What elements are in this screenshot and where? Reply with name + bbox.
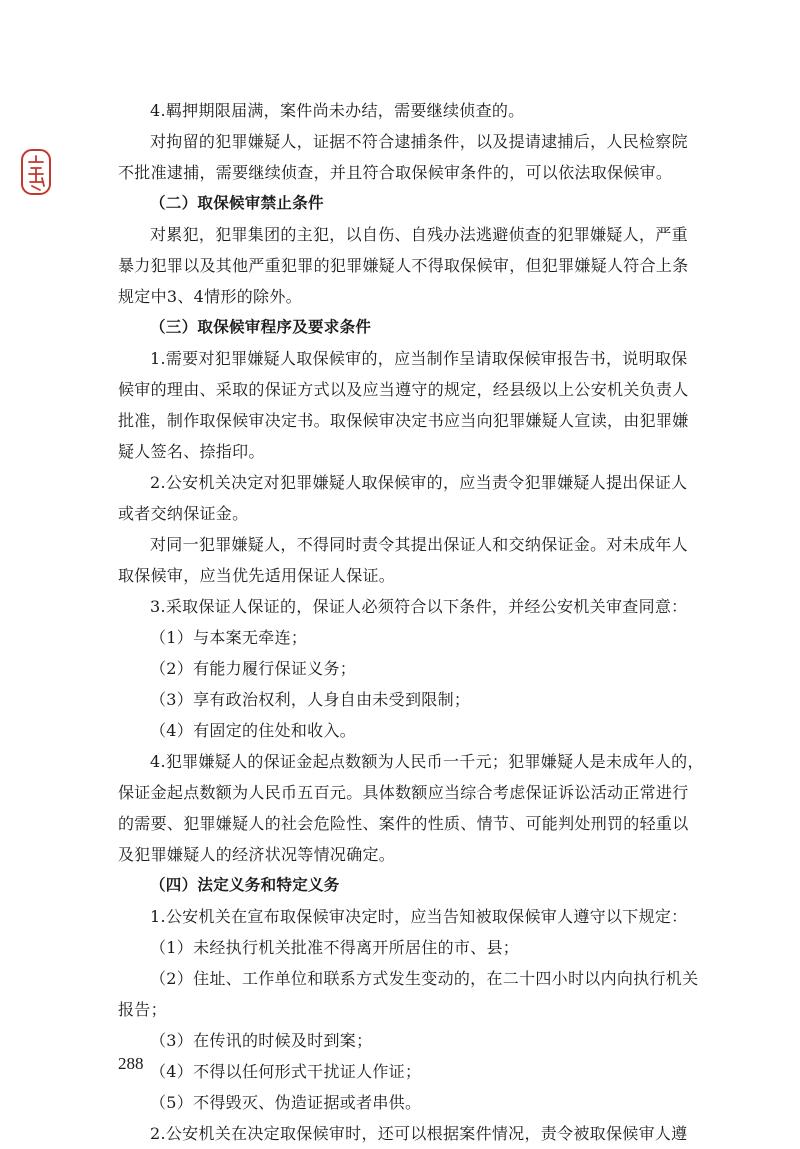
text-line: 疑人签名、捺指印。: [118, 442, 265, 461]
text-line: （5）不得毁灭、伪造证据或者串供。: [150, 1093, 422, 1112]
text-line: 候审的理由、采取的保证方式以及应当遵守的规定，经县级以上公安机关负责人: [118, 380, 689, 399]
section-heading: （四）法定义务和特定义务: [150, 876, 340, 894]
text-line: （3）享有政治权利，人身自由未受到限制；: [150, 690, 471, 709]
text-line: 1.需要对犯罪嫌疑人取保候审的，应当制作呈请取保候审报告书，说明取保: [150, 349, 688, 368]
text-line: （3）在传讯的时候及时到案；: [150, 1031, 373, 1050]
text-line: 1.公安机关在宣布取保候审决定时，应当告知被取保候审人遵守以下规定：: [150, 907, 688, 926]
section-heading: （二）取保候审禁止条件: [150, 194, 324, 212]
text-line: 批准，制作取保候审决定书。取保候审决定书应当向犯罪嫌疑人宣读，由犯罪嫌: [118, 411, 689, 430]
text-line: （1）与本案无牵连；: [150, 628, 308, 647]
text-line: 的需要、犯罪嫌疑人的社会危险性、案件的性质、情节、可能判处刑罚的轻重以: [118, 814, 689, 833]
text-line: 及犯罪嫌疑人的经济状况等情况确定。: [118, 845, 396, 864]
text-line: （4）有固定的住处和收入。: [150, 721, 357, 740]
text-line: （1）未经执行机关批准不得离开所居住的市、县；: [150, 938, 520, 957]
text-line: 4.羁押期限届满，案件尚未办结，需要继续侦查的。: [150, 101, 525, 120]
text-line: 取保候审，应当优先适用保证人保证。: [118, 566, 396, 585]
text-line: 暴力犯罪以及其他严重犯罪的犯罪嫌疑人不得取保候审，但犯罪嫌疑人符合上条: [118, 256, 689, 275]
text-line: 对同一犯罪嫌疑人，不得同时责令其提出保证人和交纳保证金。对未成年人: [150, 535, 688, 554]
text-line: （2）住址、工作单位和联系方式发生变动的，在二十四小时以内向执行机关: [150, 969, 699, 988]
text-line: 报告；: [118, 1000, 167, 1019]
text-line: 规定中3、4情形的除外。: [118, 287, 302, 306]
text-line: 或者交纳保证金。: [118, 504, 249, 523]
text-line: （2）有能力履行保证义务；: [150, 659, 357, 678]
text-line: 对累犯，犯罪集团的主犯，以自伤、自残办法逃避侦查的犯罪嫌疑人，严重: [150, 225, 688, 244]
text-line: 保证金起点数额为人民币五百元。具体数额应当综合考虑保证诉讼活动正常进行: [118, 783, 689, 802]
text-line: （4）不得以任何形式干扰证人作证；: [150, 1062, 422, 1081]
text-line: 不批准逮捕，需要继续侦查，并且符合取保候审条件的，可以依法取保候审。: [118, 163, 673, 182]
body-text: [118, 95, 704, 1149]
text-line: 2.公安机关决定对犯罪嫌疑人取保候审的，应当责令犯罪嫌疑人提出保证人: [150, 473, 688, 492]
text-line: 对拘留的犯罪嫌疑人，证据不符合逮捕条件，以及提请逮捕后，人民检察院: [150, 132, 688, 151]
text-line: 3.采取保证人保证的，保证人必须符合以下条件，并经公安机关审查同意：: [150, 597, 688, 616]
page-number: 288: [118, 1054, 144, 1073]
section-heading: （三）取保候审程序及要求条件: [150, 318, 372, 336]
text-line: 4.犯罪嫌疑人的保证金起点数额为人民币一千元；犯罪嫌疑人是未成年人的，: [150, 752, 704, 771]
seal-stamp: [20, 148, 52, 196]
text-line: 2.公安机关在决定取保候审时，还可以根据案件情况，责令被取保候审人遵: [150, 1124, 688, 1143]
